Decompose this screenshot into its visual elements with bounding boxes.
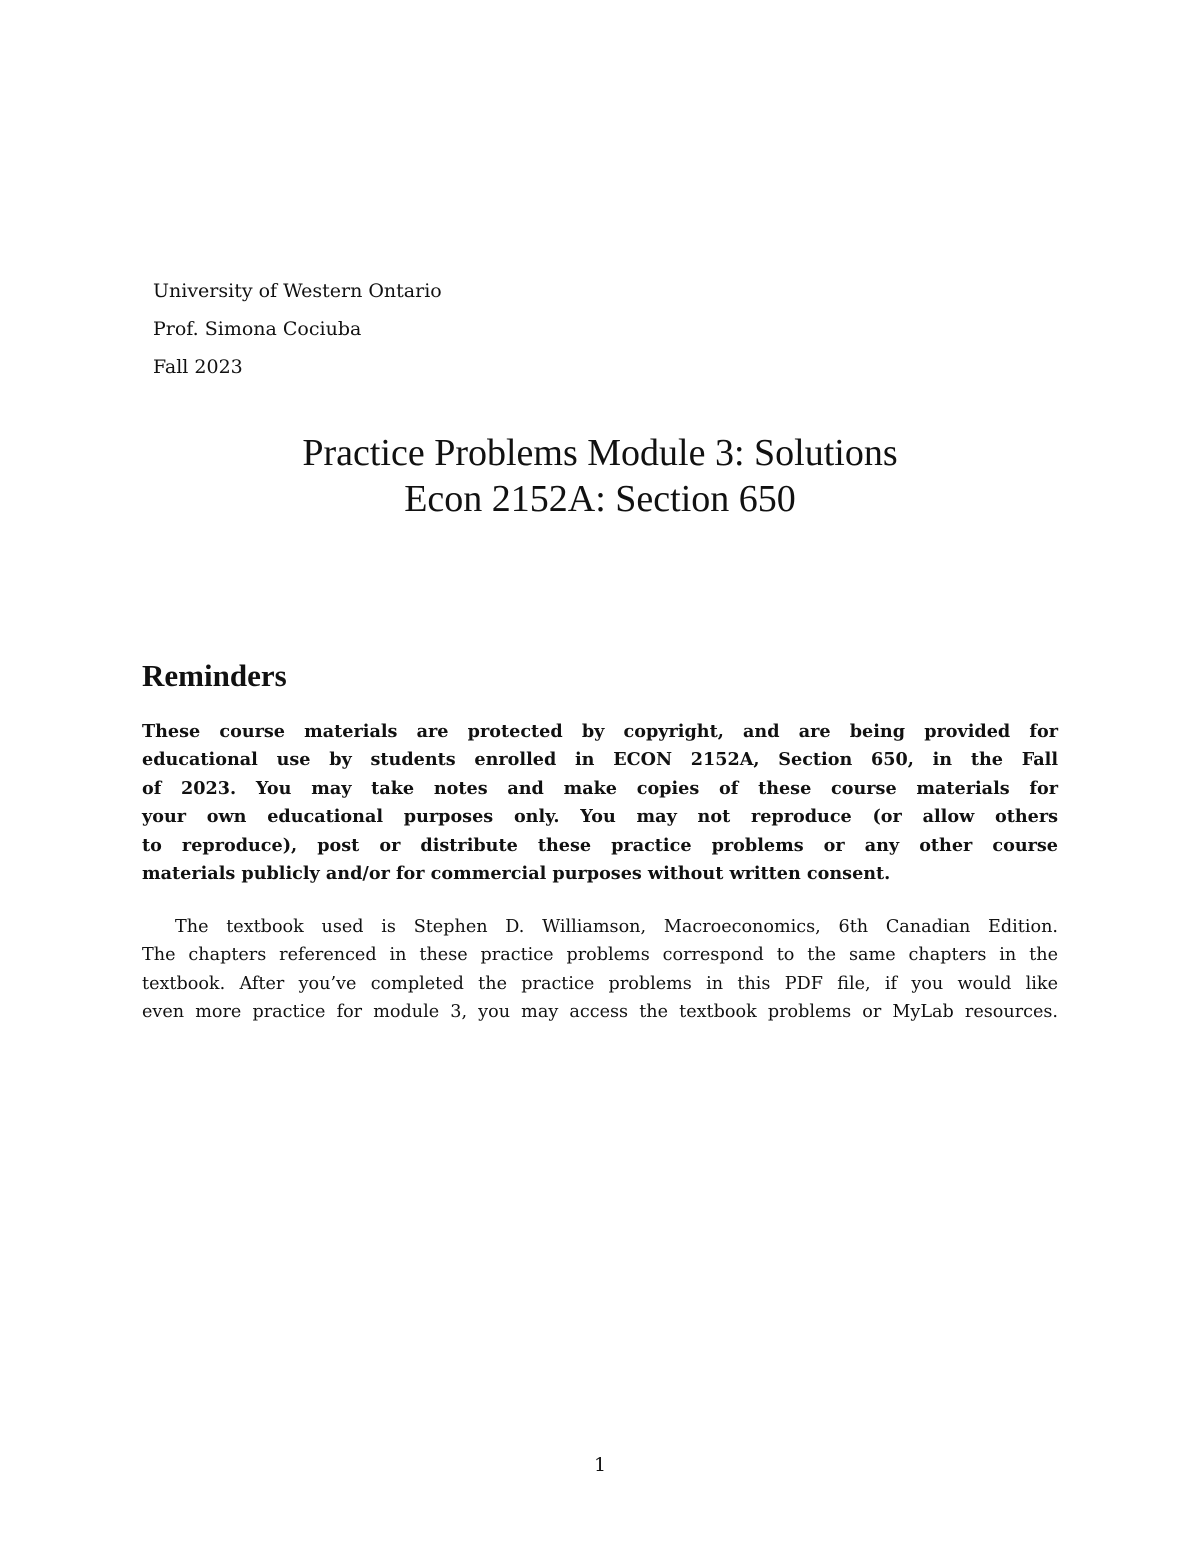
copyright-notice-line: your own educational purposes only. You may not reproduce (or allow others — [142, 806, 1058, 828]
professor-name: Prof. Simona Cociuba — [153, 318, 362, 340]
textbook-paragraph-line: The chapters referenced in these practice problems correspond to the same chapters in the — [142, 945, 1058, 966]
institution-name: University of Western Ontario — [153, 280, 442, 302]
title-line-2: Econ 2152A: Section 650 — [404, 478, 796, 520]
textbook-paragraph-line: even more practice for module 3, you may access the textbook problems or MyLab resources. — [142, 1002, 1058, 1023]
copyright-notice-line: of 2023. You may take notes and make copies of these course materials for — [142, 777, 1058, 799]
copyright-notice — [142, 718, 1058, 888]
term: Fall 2023 — [153, 356, 243, 378]
textbook-paragraph-line: The textbook used is Stephen D. Williamson, Macroeconomics, 6th Canadian Edition. — [175, 917, 1058, 937]
title-line-1: Practice Problems Module 3: Solutions — [302, 432, 898, 474]
document-title — [0, 430, 1200, 522]
reminders-heading: Reminders — [142, 658, 287, 693]
copyright-notice-line: to reproduce), post or distribute these practice problems or any other course — [142, 834, 1058, 856]
copyright-notice-line: These course materials are protected by copyright, and are being provided for — [142, 721, 1058, 742]
textbook-paragraph — [142, 913, 1058, 1027]
document-header — [153, 272, 442, 386]
copyright-notice-line: materials publicly and/or for commercial purposes without written consent. — [142, 863, 891, 885]
textbook-paragraph-line: textbook. After you’ve completed the practice problems in this PDF file, if you would like — [142, 973, 1058, 994]
page-number: 1 — [593, 1454, 607, 1476]
copyright-notice-line: educational use by students enrolled in ECON 2152A, Section 650, in the Fall — [142, 749, 1058, 771]
